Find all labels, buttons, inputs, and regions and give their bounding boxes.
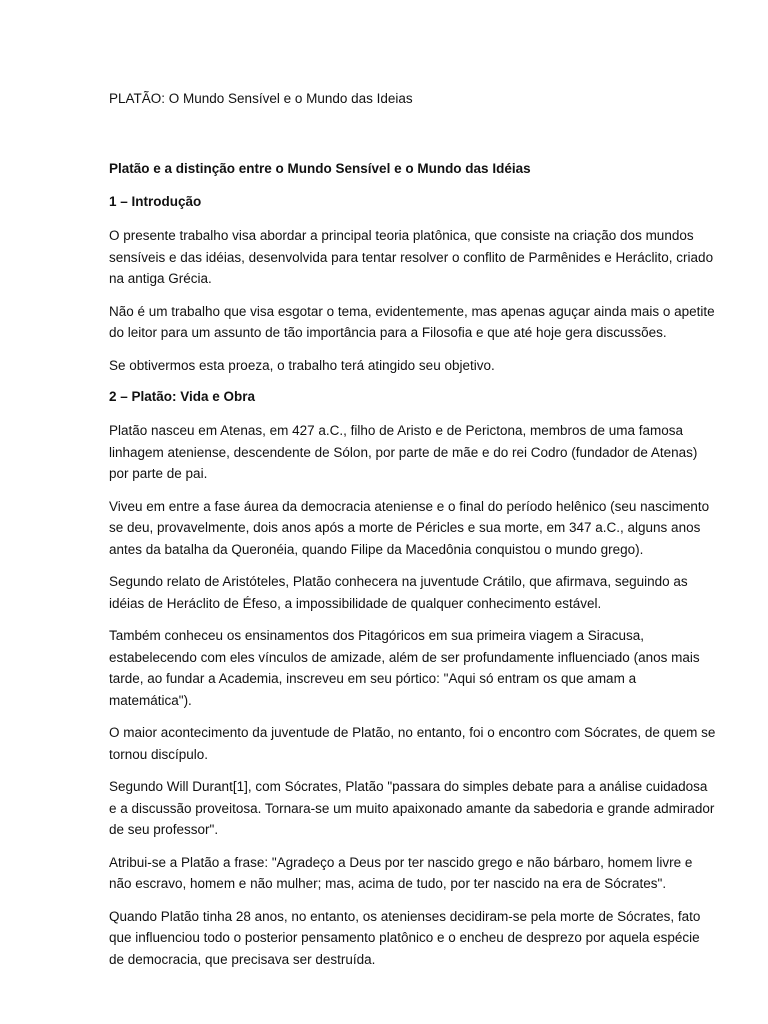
paragraph: Platão nasceu em Atenas, em 427 a.C., filho de Aristo e de Perictona, membros de uma famosa linhagem ateniense, descendente de Sólon, por parte de mãe e do rei Codro (fundador de Atenas) por parte de pai. <box>109 423 698 481</box>
document-subtitle: Platão e a distinção entre o Mundo Sensível e o Mundo das Idéias <box>109 161 531 176</box>
paragraph: Se obtivermos esta proeza, o trabalho terá atingido seu objetivo. <box>109 357 495 373</box>
paragraph: Também conheceu os ensinamentos dos Pitagóricos em sua primeira viagem a Siracusa, estabelecendo com eles vínculos de amizade, além de ser profundamente influenciado (anos mais tarde, ao fundar a Academia, inscreveu em seu pórtico: "Aqui só entram os que amam a matemática"). <box>109 628 700 708</box>
paragraph: Quando Platão tinha 28 anos, no entanto, os atenienses decidiram-se pela morte de Sócrates, fato que influenciou todo o posterior pensamento platônico e o encheu de desprezo por aquela espécie de democracia, que precisava ser destruída. <box>109 908 701 967</box>
paragraph: Segundo relato de Aristóteles, Platão conhecera na juventude Crátilo, que afirmava, seguindo as idéias de Heráclito de Éfeso, a impossibilidade de qualquer conhecimento estável. <box>109 574 688 611</box>
section-heading-introduction: 1 – Introdução <box>109 194 202 209</box>
paragraph: Viveu em entre a fase áurea da democracia ateniense e o final do período helênico (seu nascimento se deu, provavelmente, dois anos após a morte de Péricles e sua morte, em 347 a.C., alguns anos antes da batalha da Queronéia, quando Filipe da Macedônia conquistou o mundo grego). <box>109 498 710 557</box>
document-title: PLATÃO: O Mundo Sensível e o Mundo das Ideias <box>109 91 413 106</box>
paragraph: O presente trabalho visa abordar a principal teoria platônica, que consiste na criação dos mundos sensíveis e das idéias, desenvolvida para tentar resolver o conflito de Parmênides e Heráclito, criado na antiga Grécia. <box>109 228 714 286</box>
paragraph: O maior acontecimento da juventude de Platão, no entanto, foi o encontro com Sócrates, de quem se tornou discípulo. <box>109 725 716 762</box>
paragraph: Atribui-se a Platão a frase: "Agradeço a Deus por ter nascido grego e não bárbaro, homem livre e não escravo, homem e não mulher; mas, acima de tudo, por ter nascido na era de Sócrates". <box>109 854 693 891</box>
section-heading-life-and-work: 2 – Platão: Vida e Obra <box>109 389 256 404</box>
paragraph: Não é um trabalho que visa esgotar o tema, evidentemente, mas apenas aguçar ainda mais o apetite do leitor para um assunto de tão importância para a Filosofia e que até hoje gera discussões. <box>109 303 715 340</box>
paragraph: Segundo Will Durant[1], com Sócrates, Platão "passara do simples debate para a análise cuidadosa e a discussão proveitosa. Tornara-se um muito apaixonado amante da sabedoria e grande admirador de seu professor". <box>109 779 715 837</box>
